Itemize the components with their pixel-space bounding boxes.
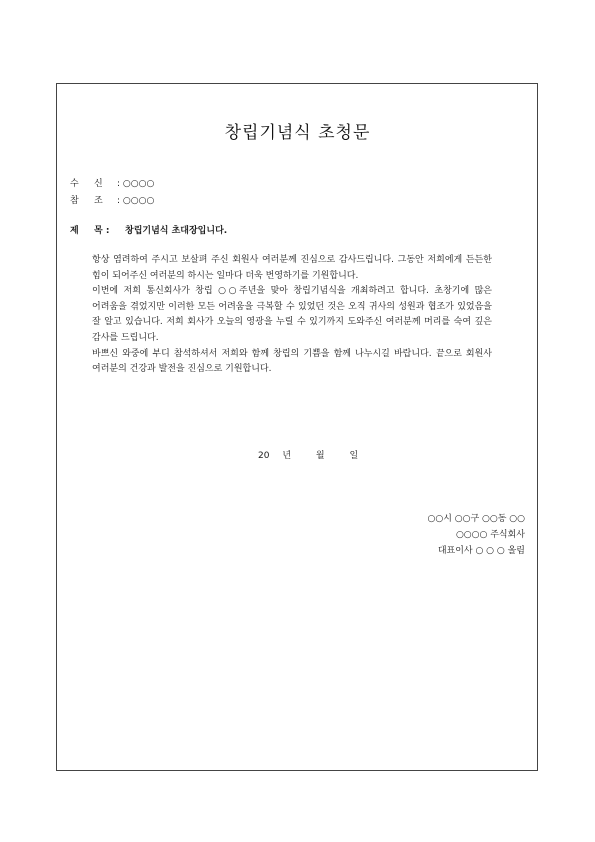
- body-paragraph: 항상 염려하여 주시고 보살펴 주신 회원사 여러분께 진심으로 감사드립니다. 그동안 저희에게 든든한 힘이 되어주신 여러분의 하시는 일마다 더욱 번영하기를 기원합니다.: [92, 255, 492, 281]
- sender-signatory: 대표이사 ○ ○ ○ 올림: [437, 546, 525, 556]
- reference-value: : ○○○○: [117, 196, 155, 206]
- date-month-unit: 월: [315, 451, 325, 461]
- reference-row: [70, 193, 154, 206]
- date-line: [258, 448, 358, 461]
- sender-address: ○○시 ○○구 ○○동 ○○: [427, 514, 525, 524]
- subject-label: 제 목 :: [70, 226, 110, 236]
- sender-company: ○○○○ 주식회사: [455, 530, 525, 540]
- body-paragraph: 바쁘신 와중에 부디 참석하셔서 저희와 함께 창립의 기쁨을 함께 나누시길 바랍니다. 끝으로 회원사 여러분의 건강과 발전을 진심으로 기원합니다.: [92, 348, 492, 375]
- subject-row: [70, 223, 227, 236]
- reference-label: 참 조: [70, 196, 103, 206]
- letter-body: [92, 253, 492, 378]
- sender-block: [428, 511, 526, 559]
- recipient-label: 수 신: [70, 179, 103, 189]
- body-paragraph: 이번에 저희 통신회사가 창립 ○○주년을 맞아 창립기념식을 개최하려고 합니다. 초창기에 많은 어려움을 겪었지만 이러한 모든 어려움을 극복할 수 있었던 것은 오직 귀사의 성원과 협조가 있었음을 잘 알고 있습니다. 저희 회사가 오늘의 영광을 누릴 수 있기까지 도와주신 여러분께 머리를 숙여 깊은 감사를 드립니다.: [92, 286, 492, 343]
- recipient-row: [70, 176, 154, 189]
- document-title: 창립기념식 초청문: [224, 123, 371, 143]
- date-year-unit: 년: [282, 451, 292, 461]
- recipient-value: : ○○○○: [117, 179, 155, 189]
- date-day-unit: 일: [349, 451, 359, 461]
- date-year: 20: [258, 451, 270, 461]
- subject-value: 창립기념식 초대장입니다.: [125, 226, 228, 236]
